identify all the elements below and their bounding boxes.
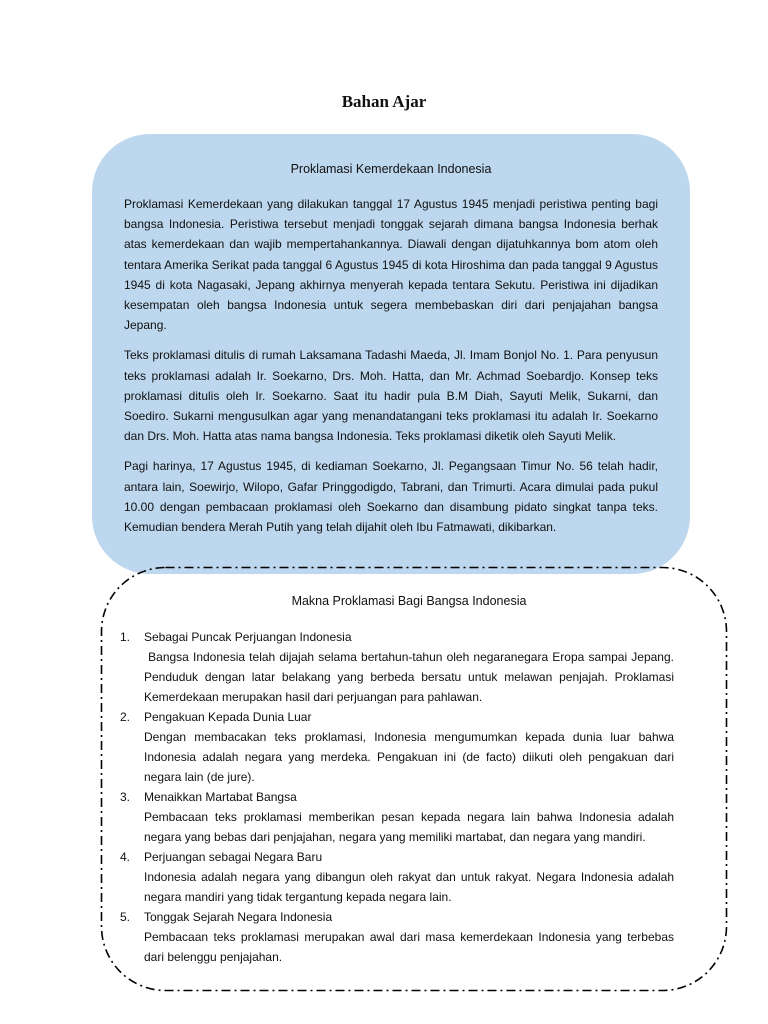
list-item-text: Pembacaan teks proklamasi merupakan awal dari masa kemerdekaan Indonesia yang terbebas dari belenggu penjajahan. [144,930,674,964]
proklamasi-info-box [92,134,690,574]
list-item [120,907,674,967]
paragraph-3: Pagi harinya, 17 Agustus 1945, di kediaman Soekarno, Jl. Pegangsaan Timur No. 56 telah hadir, antara lain, Soewirjo, Wilopo, Gafar Pringgodigdo, Tabrani, dan Trimurti. Acara dimulai pada pukul 10.00 dengan pembacaan proklamasi oleh Soekarno dan disambung pidato singkat tanpa teks. Kemudian bendera Merah Putih yang telah dijahit oleh Ibu Fatmawati, dikibarkan. [124,459,658,535]
list-number: 2. [120,710,131,724]
list-item-title: Tonggak Sejarah Negara Indonesia [144,910,333,924]
proklamasi-heading: Proklamasi Kemerdekaan Indonesia [290,162,492,176]
list-item-text: Indonesia adalah negara yang dibangun oleh rakyat dan untuk rakyat. Negara Indonesia adalah negara mandiri yang tidak tergantung kepada negara lain. [144,870,674,904]
list-item-text: Dengan membacakan teks proklamasi, Indonesia mengumumkan kepada dunia luar bahwa Indonesia adalah negara yang merdeka. Pengakuan ini (de facto) diikuti oleh pengakuan dari negara lain (de jure). [144,730,674,784]
list-item [120,847,674,907]
list-item-text: Bangsa Indonesia telah dijajah selama bertahun-tahun oleh negaranegara Eropa sampai Jepang. Penduduk dengan latar belakang yang berbeda bersatu untuk melawan penjajah. Proklamasi Kemerdekaan merupakan hasil dari perjuangan para pahlawan. [144,650,674,704]
list-item [120,707,674,787]
list-number: 5. [120,910,131,924]
document-title: Bahan Ajar [341,92,427,111]
makna-list [120,627,674,967]
list-number: 1. [120,630,131,644]
paragraph-1: Proklamasi Kemerdekaan yang dilakukan tanggal 17 Agustus 1945 menjadi peristiwa penting bagi bangsa Indonesia. Peristiwa tersebut menjadi tonggak sejarah dimana bangsa Indonesia berhak atas kemerdekaan dan wajib mempertahankannya. Diawali dengan dijatuhkannya bom atom oleh tentara Amerika Serikat pada tanggal 6 Agustus 1945 di kota Hiroshima dan pada tanggal 9 Agustus 1945 di kota Nagasaki, Jepang akhirnya menyerah kepada tentara Sekutu. Peristiwa ini dijadikan kesempatan oleh bangsa Indonesia untuk segera membebaskan diri dari penjajahan bangsa Jepang. [124,197,658,333]
list-item-title: Sebagai Puncak Perjuangan Indonesia [144,630,352,644]
list-number: 3. [120,790,131,804]
paragraph-2: Teks proklamasi ditulis di rumah Laksamana Tadashi Maeda, Jl. Imam Bonjol No. 1. Para penyusun teks proklamasi adalah Ir. Soekarno, Drs. Moh. Hatta, dan Mr. Achmad Soebardjo. Konsep teks proklamasi ditulis oleh Ir. Soekarno. Saat itu hadir pula B.M Diah, Sayuti Melik, Sukarni, dan Soediro. Sukarni mengusulkan agar yang menandatangani teks proklamasi itu adalah Ir. Soekarno dan Drs. Moh. Hatta atas nama bangsa Indonesia. Teks proklamasi diketik oleh Sayuti Melik. [124,348,658,444]
list-item-title: Perjuangan sebagai Negara Baru [144,850,323,864]
makna-proklamasi-box [100,566,728,992]
list-number: 4. [120,850,131,864]
list-item-text: Pembacaan teks proklamasi memberikan pesan kepada negara lain bahwa Indonesia adalah negara yang bebas dari penjajahan, negara yang memiliki martabat, dan negara yang mandiri. [144,810,674,844]
list-item-title: Pengakuan Kepada Dunia Luar [144,710,312,724]
list-item [120,787,674,847]
makna-heading: Makna Proklamasi Bagi Bangsa Indonesia [291,594,527,608]
list-item [120,627,674,707]
list-item-title: Menaikkan Martabat Bangsa [144,790,297,804]
